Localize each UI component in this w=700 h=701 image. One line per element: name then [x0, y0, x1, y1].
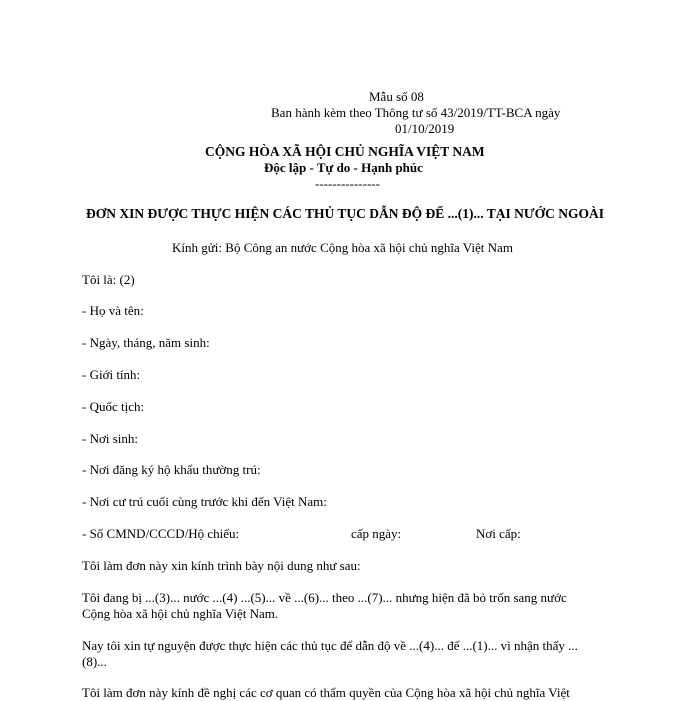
body-paragraph-1: Tôi làm đơn này xin kính trình bày nội dung như sau:: [82, 558, 361, 573]
field-last-residence: - Nơi cư trú cuối cùng trước khi đến Việt Nam:: [82, 494, 327, 509]
document-title: ĐƠN XIN ĐƯỢC THỰC HIỆN CÁC THỦ TỤC DẪN ĐỘ ĐẾ ...(1)... TẠI NƯỚC NGOÀI: [86, 206, 605, 221]
body-paragraph-4-line-1: Tôi làm đơn này kính đề nghị các cơ quan có thẩm quyền của Cộng hòa xã hội chủ nghĩa Việt: [82, 685, 570, 700]
issued-by-line: Ban hành kèm theo Thông tư số 43/2019/TT-BCA ngày: [271, 105, 561, 120]
field-id-number: - Số CMND/CCCD/Hộ chiếu:: [82, 526, 240, 541]
field-issue-place: Nơi cấp:: [476, 526, 521, 541]
field-issue-date: cấp ngày:: [351, 526, 402, 541]
field-gender: - Giới tính:: [82, 367, 141, 382]
issued-date-line: 01/10/2019: [395, 121, 455, 136]
intro-line: Tôi là: (2): [82, 272, 135, 287]
nation-heading: CỘNG HÒA XÃ HỘI CHỦ NGHĨA VIỆT NAM: [205, 144, 485, 159]
field-full-name: - Họ và tên:: [82, 303, 144, 318]
motto: Độc lập - Tự do - Hạnh phúc: [264, 160, 423, 175]
body-paragraph-2-line-1: Tôi đang bị ...(3)... nước ...(4) ...(5)... về ...(6)... theo ...(7)... nhưng hiện đã bỏ trốn sang nước: [82, 590, 567, 605]
field-nationality: - Quốc tịch:: [82, 399, 145, 414]
body-paragraph-3-line-1: Nay tôi xin tự nguyện được thực hiện các thủ tục để dẫn độ về ...(4)... để ...(1)... vì nhận thấy ...: [82, 638, 578, 653]
form-number: Mẫu số 08: [369, 89, 424, 104]
field-birthplace: - Nơi sinh:: [82, 431, 138, 446]
field-residence: - Nơi đăng ký hộ khẩu thường trú:: [82, 462, 261, 477]
motto-separator: ---------------: [315, 176, 380, 191]
field-dob: - Ngày, tháng, năm sinh:: [82, 335, 210, 350]
recipient-line: Kính gửi: Bộ Công an nước Cộng hòa xã hội chủ nghĩa Việt Nam: [172, 240, 513, 255]
body-paragraph-2-line-2: Cộng hòa xã hội chủ nghĩa Việt Nam.: [82, 606, 279, 621]
body-paragraph-3-line-2: (8)...: [82, 654, 107, 669]
